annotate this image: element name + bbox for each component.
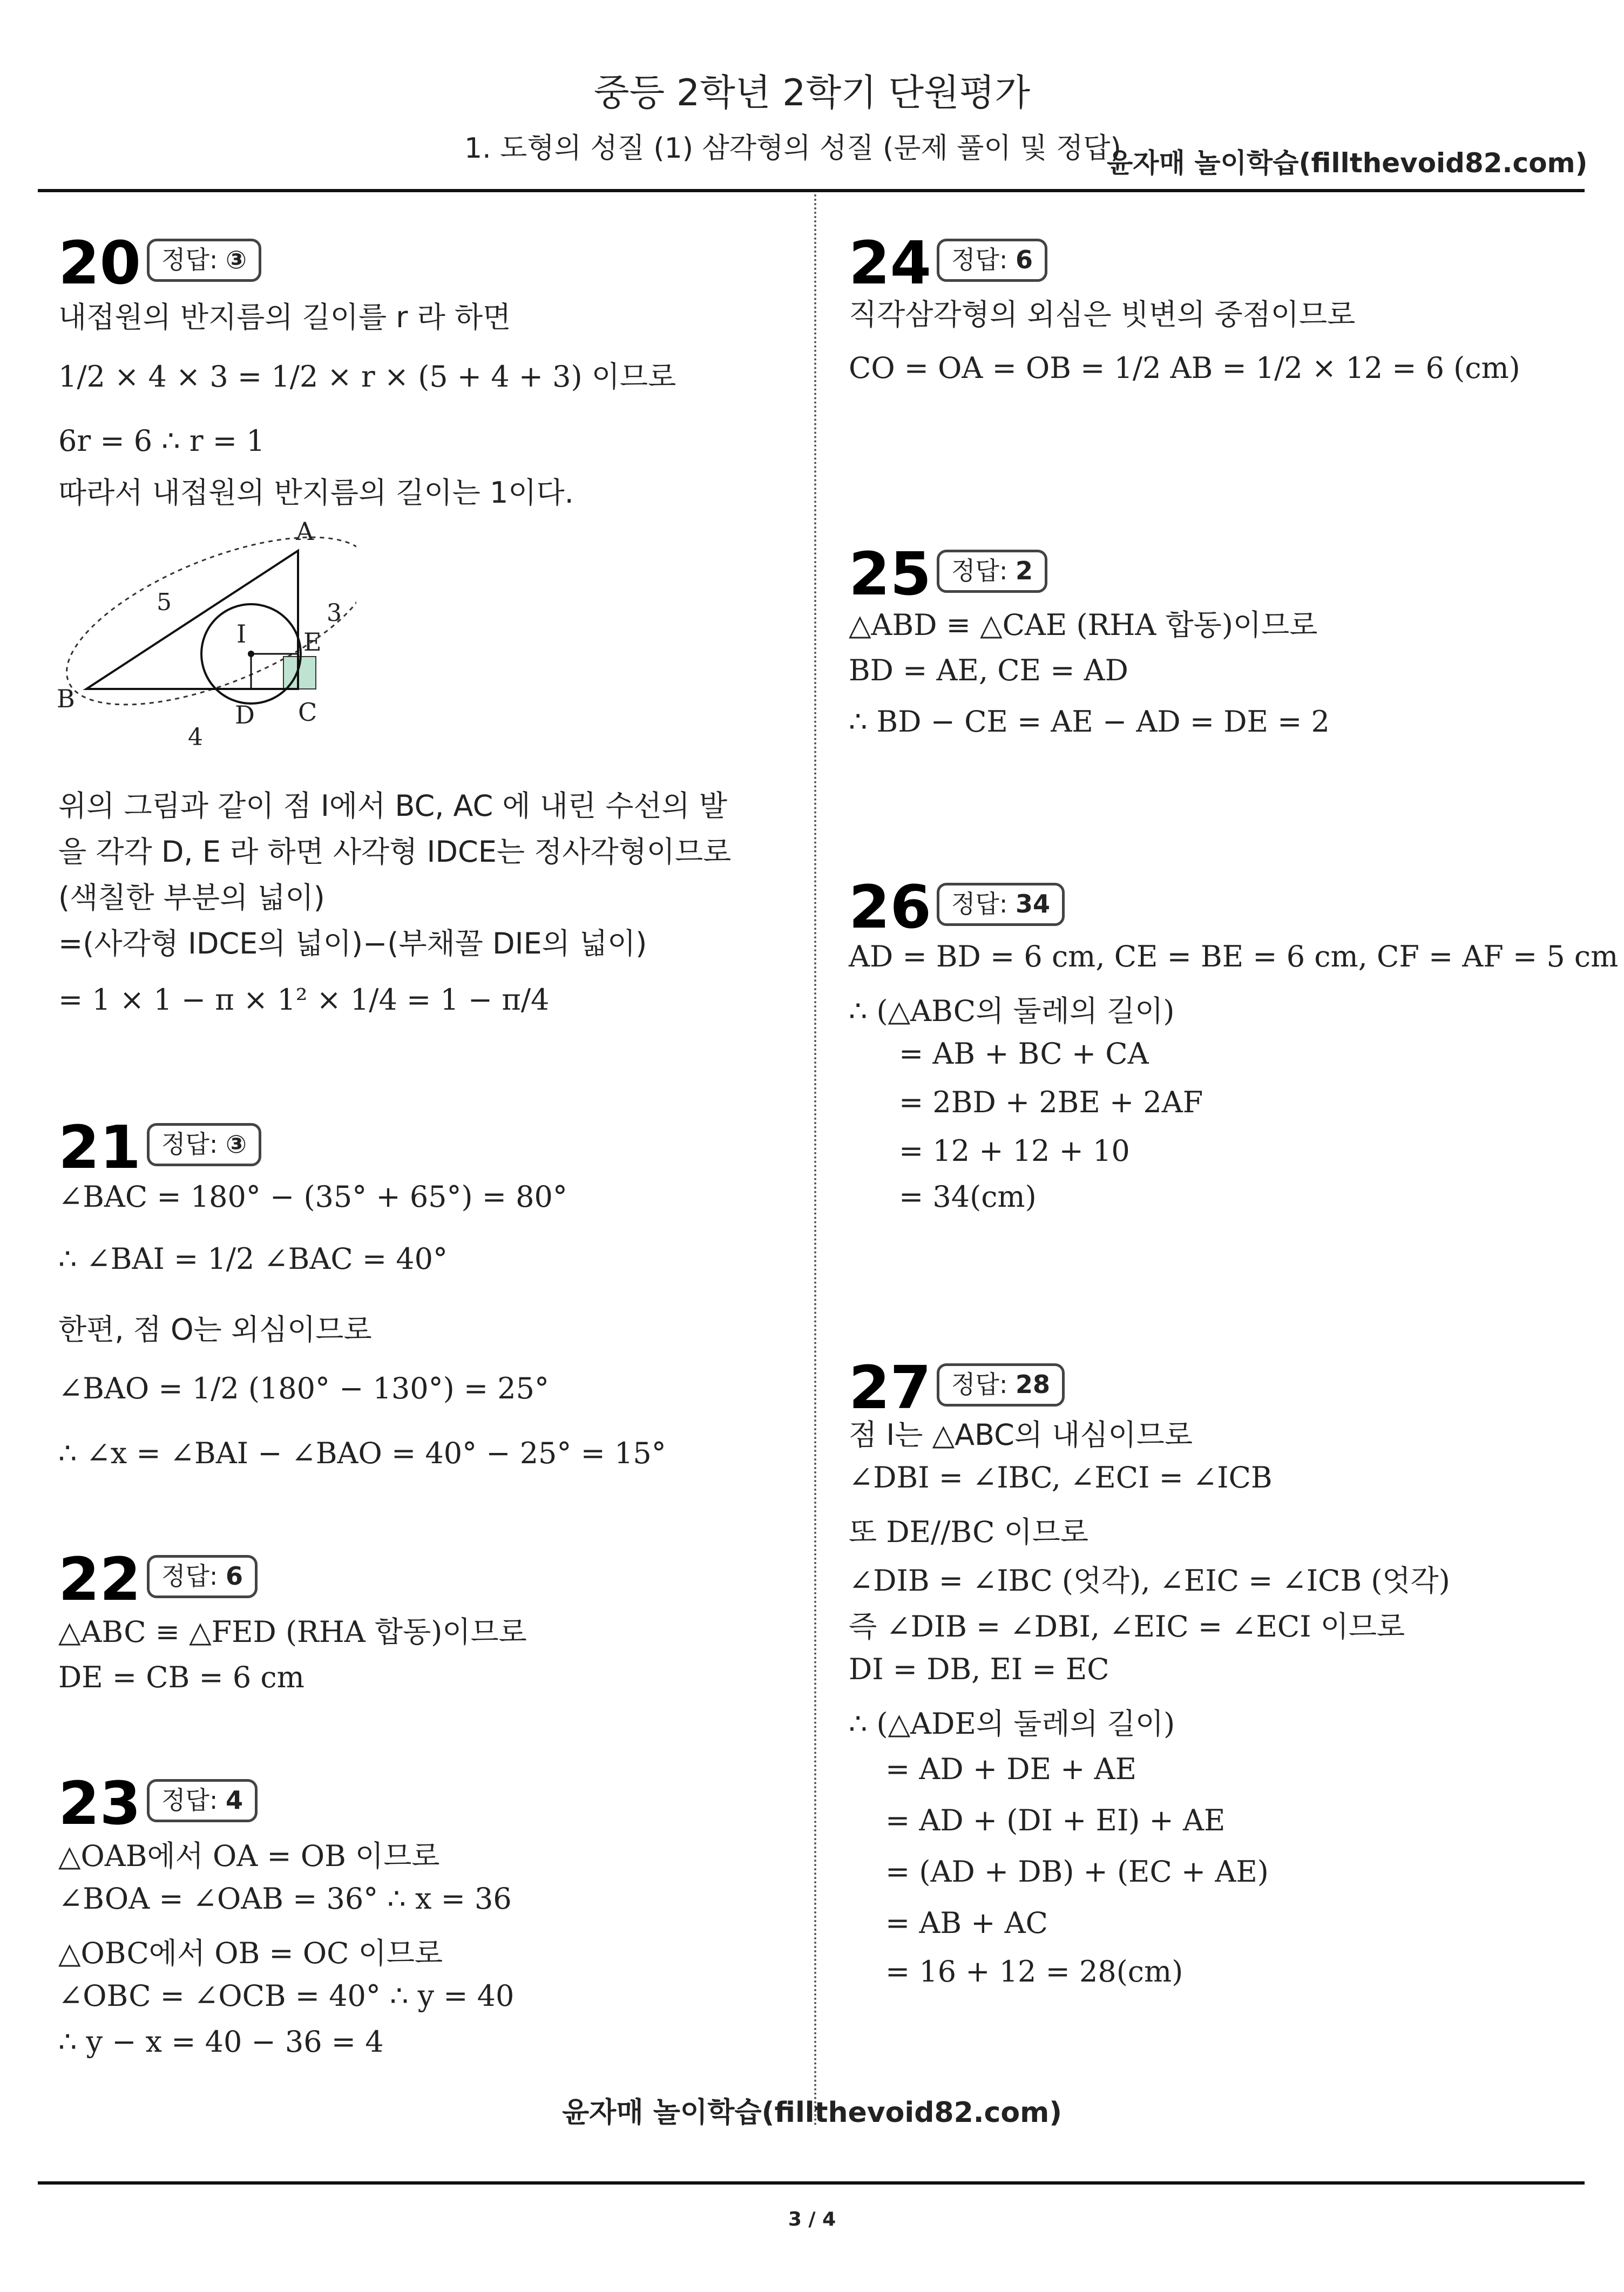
page-number: 3 / 4 xyxy=(788,2208,836,2230)
problem-number: 27 xyxy=(849,1353,932,1422)
solution-line: ∠OBC = ∠OCB = 40° ∴ y = 40 xyxy=(58,1979,515,2013)
solution-line: = 12 + 12 + 10 xyxy=(899,1134,1130,1168)
answer-badge xyxy=(147,1555,258,1598)
solution-line: DI = DB, EI = EC xyxy=(849,1652,1109,1686)
incircle-figure xyxy=(54,513,356,751)
solution-line: = 1 × 1 − π × 1² × 1/4 = 1 − π/4 xyxy=(58,983,550,1017)
solution-line: 1/2 × 4 × 3 = 1/2 × r × (5 + 4 + 3) 이므로 xyxy=(58,360,676,394)
solution-line: 따라서 내접원의 반지름의 길이는 1이다. xyxy=(58,476,574,510)
header-brand: 윤자매 놀이학습(fillthevoid82.com) xyxy=(1107,147,1588,179)
answer-value: 6 xyxy=(226,1561,243,1591)
problem-number: 22 xyxy=(58,1545,141,1614)
solution-line: 내접원의 반지름의 길이를 r 라 하면 xyxy=(58,300,511,334)
solution-line: 직각삼각형의 외심은 빗변의 중점이므로 xyxy=(849,298,1356,332)
problem-number: 21 xyxy=(58,1113,141,1182)
label-b: B xyxy=(57,684,75,713)
problem-number: 26 xyxy=(849,873,932,942)
problem-number: 20 xyxy=(58,228,141,298)
footer-rule xyxy=(38,2181,1585,2185)
solution-line: =(사각형 IDCE의 넓이)−(부채꼴 DIE의 넓이) xyxy=(58,927,647,961)
answer-label: 정답: xyxy=(161,1130,218,1159)
page-title: 중등 2학년 2학기 단원평가 xyxy=(593,72,1031,114)
answer-value: 2 xyxy=(1016,556,1033,585)
solution-line: 즉 ∠DIB = ∠DBI, ∠EIC = ∠ECI 이므로 xyxy=(849,1610,1405,1644)
answer-label: 정답: xyxy=(161,1786,218,1815)
answer-value: 34 xyxy=(1016,889,1051,918)
solution-line: AD = BD = 6 cm, CE = BE = 6 cm, CF = AF = 5 cm xyxy=(849,939,1619,973)
answer-badge xyxy=(147,1779,258,1822)
answer-label: 정답: xyxy=(951,889,1008,918)
label-side-4: 4 xyxy=(188,724,203,751)
solution-line: ∠BOA = ∠OAB = 36° ∴ x = 36 xyxy=(58,1882,512,1916)
solution-line: = AB + BC + CA xyxy=(899,1037,1149,1071)
solution-line: = (AD + DB) + (EC + AE) xyxy=(885,1855,1269,1889)
answer-badge xyxy=(937,550,1047,593)
solution-line: ∴ (△ABC의 둘레의 길이) xyxy=(849,994,1175,1028)
page-subtitle: 1. 도형의 성질 (1) 삼각형의 성질 (문제 풀이 및 정답) xyxy=(464,132,1121,165)
solution-line: = 16 + 12 = 28(cm) xyxy=(885,1955,1183,1989)
solution-line: ∴ BD − CE = AE − AD = DE = 2 xyxy=(849,705,1330,739)
answer-value: ③ xyxy=(226,245,247,274)
solution-line: 점 I는 △ABC의 내심이므로 xyxy=(849,1418,1193,1452)
column-divider xyxy=(814,194,816,2127)
answer-badge xyxy=(147,1123,261,1166)
solution-line: ∴ ∠BAI = 1/2 ∠BAC = 40° xyxy=(58,1242,448,1276)
answer-value: 28 xyxy=(1016,1370,1051,1399)
label-side-5: 5 xyxy=(157,589,172,616)
solution-line: BD = AE, CE = AD xyxy=(849,653,1128,687)
incenter-dot xyxy=(248,651,254,657)
answer-badge xyxy=(937,1363,1065,1407)
solution-line: ∴ ∠x = ∠BAI − ∠BAO = 40° − 25° = 15° xyxy=(58,1436,666,1470)
answer-badge xyxy=(147,239,261,282)
solution-line: = AD + DE + AE xyxy=(885,1752,1136,1786)
solution-line: △ABC ≡ △FED (RHA 합동)이므로 xyxy=(58,1615,527,1649)
solution-line: △OAB에서 OA = OB 이므로 xyxy=(58,1839,440,1873)
solution-line: ∴ (△ADE의 둘레의 길이) xyxy=(849,1707,1175,1741)
solution-line: 한편, 점 O는 외심이므로 xyxy=(58,1313,372,1347)
answer-value: ③ xyxy=(226,1130,247,1159)
label-e: E xyxy=(303,627,322,657)
answer-label: 정답: xyxy=(951,1370,1008,1399)
answer-value: 4 xyxy=(226,1786,243,1815)
solution-line: 6r = 6 ∴ r = 1 xyxy=(58,424,265,458)
solution-line: 위의 그림과 같이 점 I에서 BC, AC 에 내린 수선의 발 xyxy=(58,789,728,823)
answer-label: 정답: xyxy=(161,1561,218,1591)
label-d: D xyxy=(235,700,255,729)
answer-badge xyxy=(937,239,1047,282)
footer-brand: 윤자매 놀이학습(fillthevoid82.com) xyxy=(561,2097,1063,2129)
problem-number: 24 xyxy=(849,228,932,298)
problem-number: 25 xyxy=(849,539,932,609)
answer-label: 정답: xyxy=(951,245,1008,274)
solution-line: = 2BD + 2BE + 2AF xyxy=(899,1085,1203,1119)
solution-line: ∠BAO = 1/2 (180° − 130°) = 25° xyxy=(58,1371,549,1405)
solution-line: (색칠한 부분의 넓이) xyxy=(58,881,325,915)
solution-line: ∠DBI = ∠IBC, ∠ECI = ∠ICB xyxy=(849,1461,1273,1495)
label-side-3: 3 xyxy=(327,599,342,627)
solution-line: CO = OA = OB = 1/2 AB = 1/2 × 12 = 6 (cm) xyxy=(849,351,1520,385)
solution-line: DE = CB = 6 cm xyxy=(58,1660,304,1694)
solution-line: 또 DE//BC 이므로 xyxy=(849,1515,1089,1549)
header-rule xyxy=(38,189,1585,192)
solution-line: = 34(cm) xyxy=(899,1180,1037,1214)
solution-line: ∠DIB = ∠IBC (엇각), ∠EIC = ∠ICB (엇각) xyxy=(849,1564,1450,1598)
label-a: A xyxy=(296,517,314,546)
solution-line: ∴ y − x = 40 − 36 = 4 xyxy=(58,2025,384,2059)
answer-value: 6 xyxy=(1016,245,1033,274)
label-c: C xyxy=(298,698,317,727)
problem-number: 23 xyxy=(58,1769,141,1838)
solution-line: ∠BAC = 180° − (35° + 65°) = 80° xyxy=(58,1180,567,1214)
solution-line: △OBC에서 OB = OC 이므로 xyxy=(58,1936,443,1970)
solution-line: = AB + AC xyxy=(885,1906,1048,1940)
solution-line: = AD + (DI + EI) + AE xyxy=(885,1803,1226,1837)
answer-badge xyxy=(937,883,1065,926)
label-i: I xyxy=(236,619,247,648)
solution-line: 을 각각 D, E 라 하면 사각형 IDCE는 정사각형이므로 xyxy=(58,835,732,869)
answer-label: 정답: xyxy=(161,245,218,274)
solution-line: △ABD ≡ △CAE (RHA 합동)이므로 xyxy=(849,608,1318,642)
answer-label: 정답: xyxy=(951,556,1008,585)
